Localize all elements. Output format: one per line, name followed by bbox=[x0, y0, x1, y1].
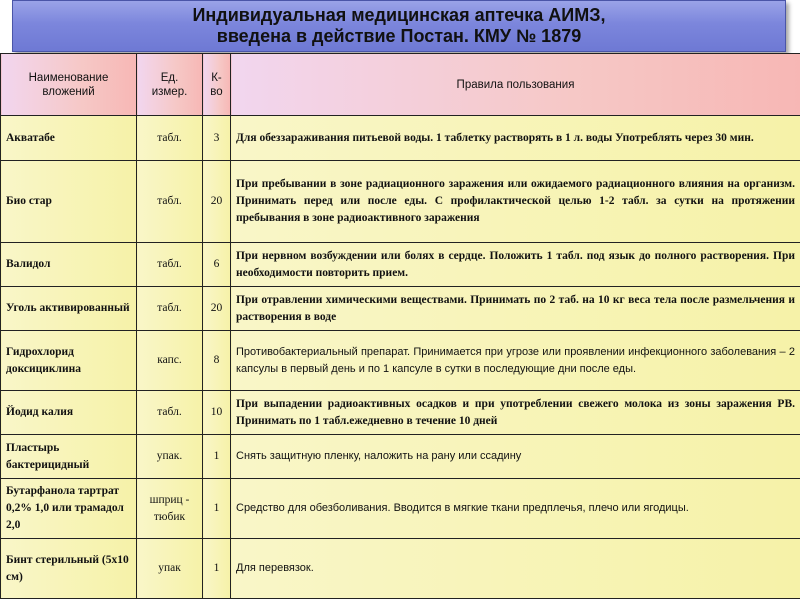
row-qty: 20 bbox=[203, 287, 231, 331]
row-unit: шприц - тюбик bbox=[137, 479, 203, 539]
row-unit: табл. bbox=[137, 287, 203, 331]
row-rule: При нервном возбуждении или болях в сердце. Положить 1 табл. под язык до полного растворения. При необходимости повторить прием. bbox=[231, 243, 800, 287]
table-row bbox=[1, 479, 800, 539]
row-rule: Для перевязок. bbox=[231, 539, 800, 599]
row-name: Йодид калия bbox=[1, 391, 137, 435]
row-qty: 1 bbox=[203, 479, 231, 539]
row-qty: 6 bbox=[203, 243, 231, 287]
row-rule: При пребывании в зоне радиационного заражения или ожидаемого радиационного влияния на организм. Принимать перед или после еды. С профилактической целью 1-2 табл. за сутки на протяжении пребывания в зоне радиоактивного заражения bbox=[231, 161, 800, 243]
row-qty: 1 bbox=[203, 539, 231, 599]
row-unit: табл. bbox=[137, 116, 203, 161]
row-name: Пластырь бактерицидный bbox=[1, 435, 137, 479]
row-unit: капс. bbox=[137, 331, 203, 391]
row-name: Валидол bbox=[1, 243, 137, 287]
table-header-row bbox=[1, 54, 800, 116]
page-title bbox=[12, 0, 786, 52]
medical-kit-table bbox=[0, 53, 800, 599]
table-row bbox=[1, 391, 800, 435]
row-name: Уголь активированный bbox=[1, 287, 137, 331]
row-qty: 20 bbox=[203, 161, 231, 243]
row-rule: При выпадении радиоактивных осадков и при употреблении свежего молока из зоны заражения РВ. Принимать по 1 табл.ежедневно в течение 10 дней bbox=[231, 391, 800, 435]
row-qty: 3 bbox=[203, 116, 231, 161]
header-name: Наименование вложений bbox=[1, 54, 137, 116]
row-qty: 8 bbox=[203, 331, 231, 391]
row-rule: Средство для обезболивания. Вводится в мягкие ткани предплечья, плечо или ягодицы. bbox=[231, 479, 800, 539]
header-qty: К-во bbox=[203, 54, 231, 116]
row-name: Био стар bbox=[1, 161, 137, 243]
header-unit: Ед. измер. bbox=[137, 54, 203, 116]
row-rule: Снять защитную пленку, наложить на рану или ссадину bbox=[231, 435, 800, 479]
row-name: Бутарфанола тартрат 0,2% 1,0 или трамадол 2,0 bbox=[1, 479, 137, 539]
row-qty: 10 bbox=[203, 391, 231, 435]
table-row bbox=[1, 435, 800, 479]
row-name: Гидрохлорид доксициклина bbox=[1, 331, 137, 391]
row-rule: Противобактериальный препарат. Принимается при угрозе или проявлении инфекционного заболевания – 2 капсулы в первый день и по 1 капсуле в сутки в последующие дни после еды. bbox=[231, 331, 800, 391]
table-row bbox=[1, 287, 800, 331]
row-name: Бинт стерильный (5х10 см) bbox=[1, 539, 137, 599]
row-rule: Для обеззараживания питьевой воды. 1 таблетку растворять в 1 л. воды Употреблять через 30 мин. bbox=[231, 116, 800, 161]
table-row bbox=[1, 116, 800, 161]
row-unit: табл. bbox=[137, 161, 203, 243]
table-row bbox=[1, 161, 800, 243]
row-unit: табл. bbox=[137, 243, 203, 287]
title-line-1: Индивидуальная медицинская аптечка АИМЗ, bbox=[192, 5, 606, 25]
row-unit: табл. bbox=[137, 391, 203, 435]
row-qty: 1 bbox=[203, 435, 231, 479]
row-unit: упак. bbox=[137, 435, 203, 479]
header-rules: Правила пользования bbox=[231, 54, 800, 116]
table-row bbox=[1, 331, 800, 391]
row-rule: При отравлении химическими веществами. Принимать по 2 таб. на 10 кг веса тела после размельчения и растворения в воде bbox=[231, 287, 800, 331]
row-name: Акватабе bbox=[1, 116, 137, 161]
title-line-2: введена в действие Постан. КМУ № 1879 bbox=[216, 26, 582, 46]
row-unit: упак bbox=[137, 539, 203, 599]
table-row bbox=[1, 539, 800, 599]
table-row bbox=[1, 243, 800, 287]
